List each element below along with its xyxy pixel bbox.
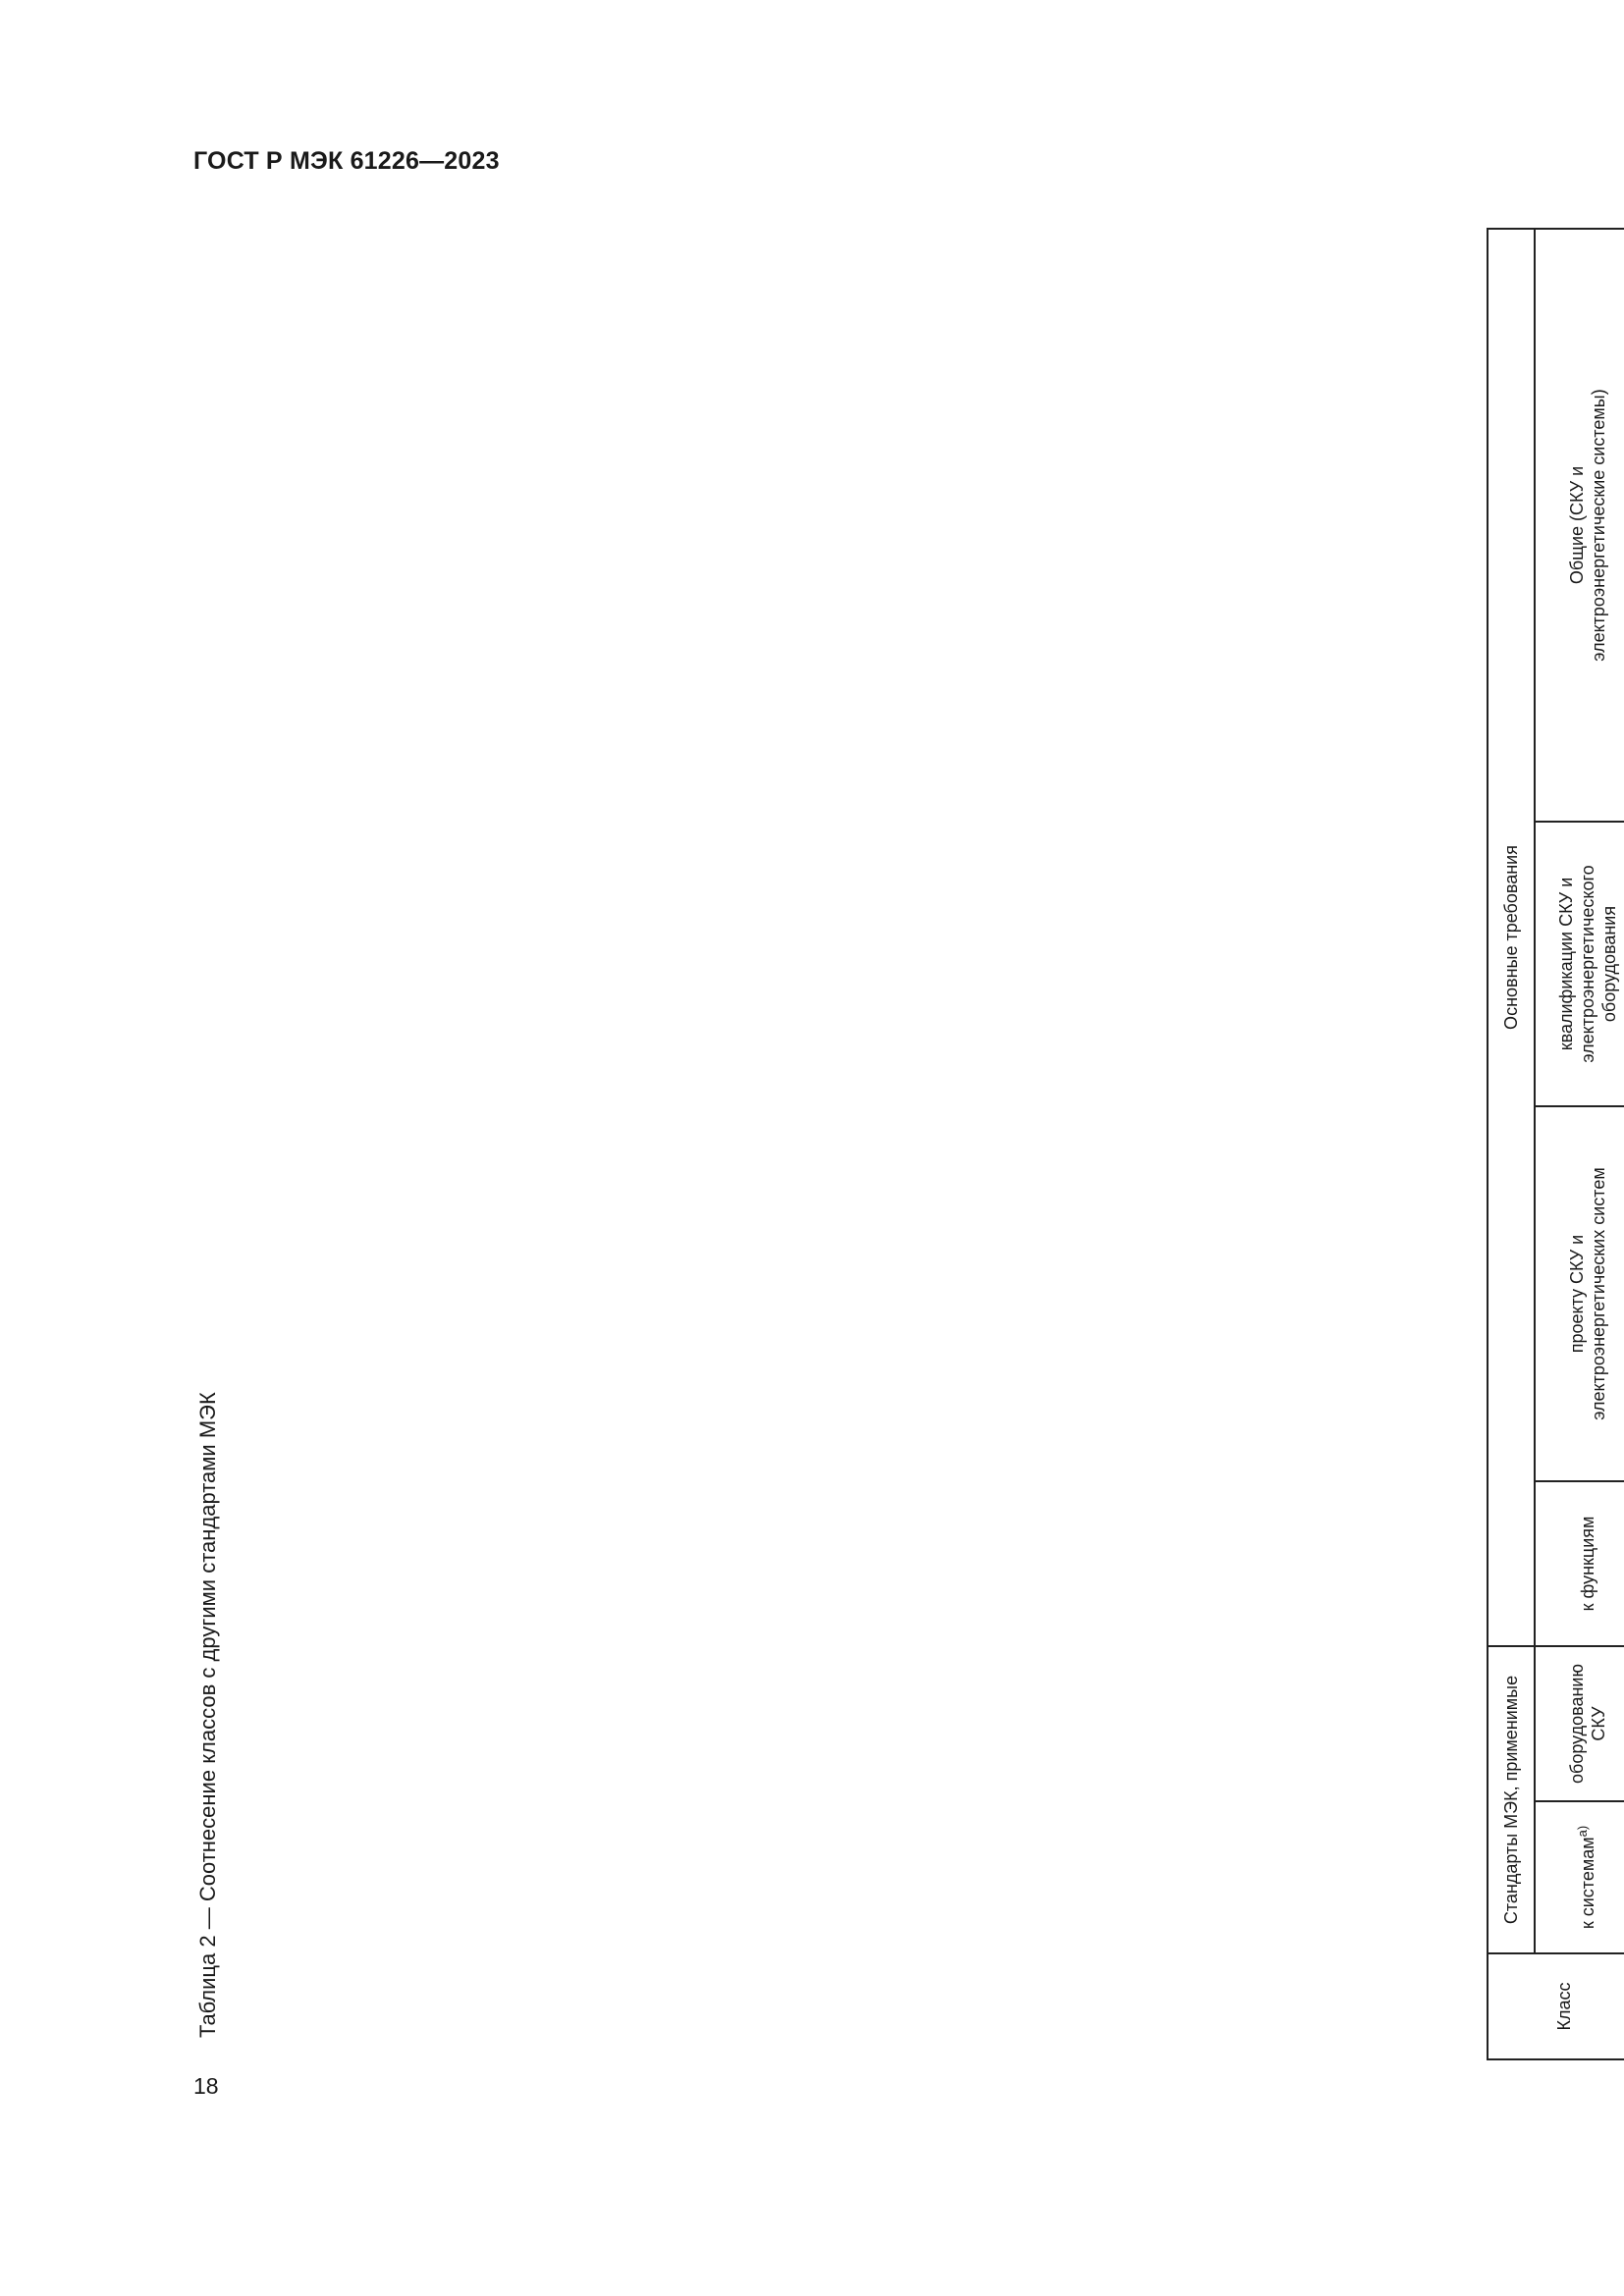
document-header: ГОСТ Р МЭК 61226—2023 [193,147,500,175]
rotated-table-container [1487,230,1624,2060]
header-to-functions: к функциям [1535,1481,1624,1646]
page-number: 18 [193,2073,219,2099]
header-standards-group: Стандарты МЭК, применимые [1488,1646,1535,1953]
header-design: проекту СКУ и электроэнергетических систем [1535,1106,1624,1481]
header-requirements-group: Основные требования [1488,229,1535,1646]
header-to-systems: к системам$^{a)}$ [1535,1801,1624,1953]
standards-table [1487,228,1624,2060]
header-to-equipment: оборудованию СКУ [1535,1646,1624,1801]
header-class: Класс [1488,1953,1624,2059]
table-caption: Таблица 2 — Соотнесение классов с другими стандартами МЭК [195,1392,220,2038]
header-general: Общие (СКУ и электроэнергетические системы) [1535,229,1624,822]
header-qualification: квалификации СКУ и электроэнергетического оборудования [1535,822,1624,1106]
